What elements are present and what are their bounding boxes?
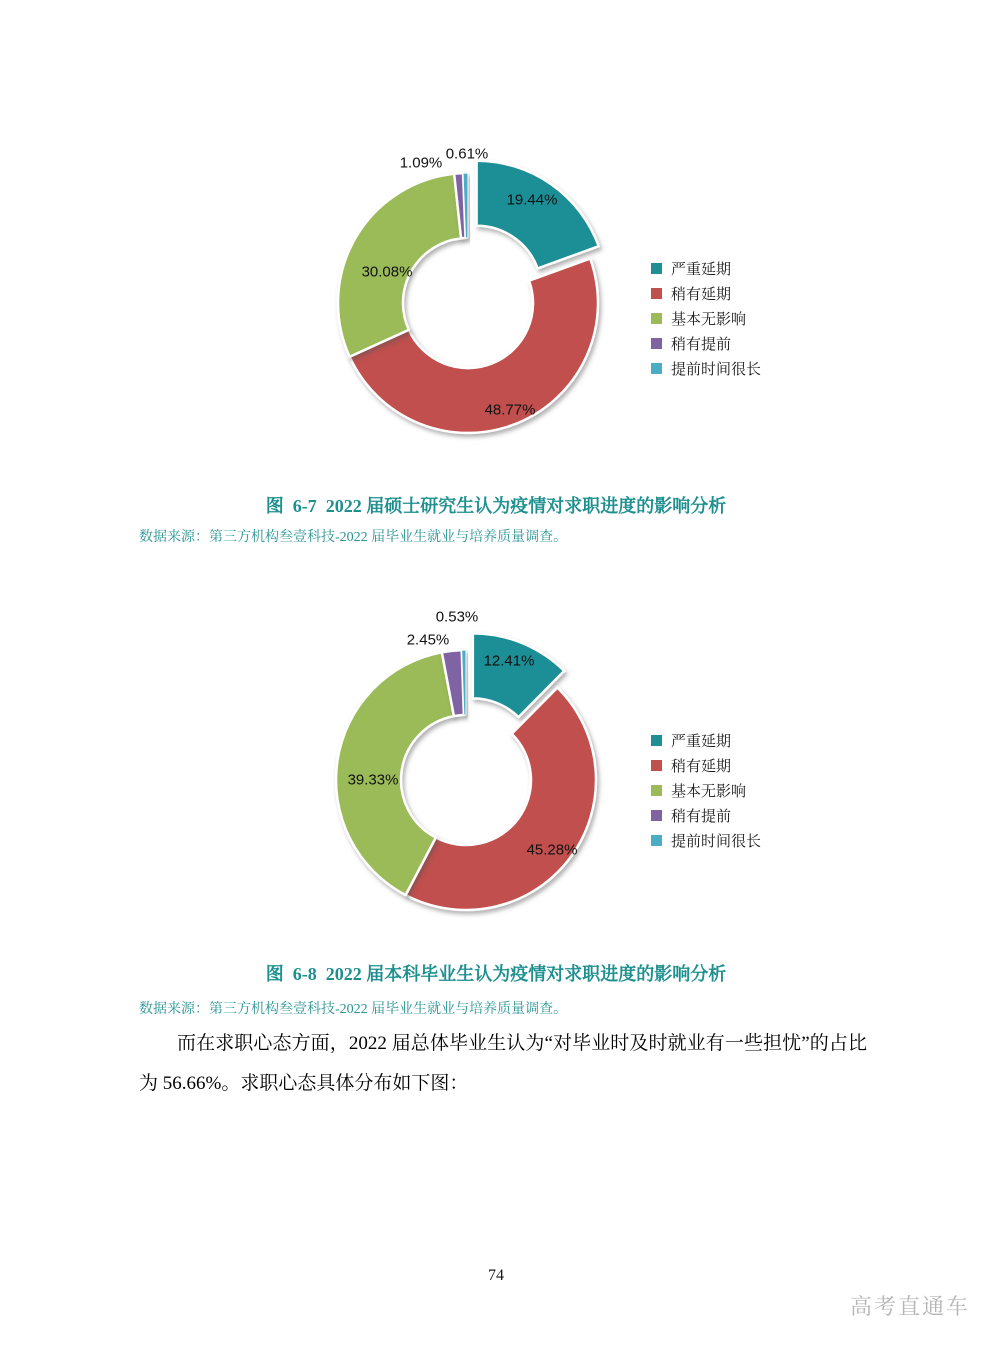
legend-item-label: 稍有延期: [671, 287, 732, 303]
legend-item: [651, 828, 761, 853]
legend-item: [651, 256, 761, 281]
legend-item-label: 提前时间很长: [671, 834, 762, 850]
legend-item: [651, 281, 761, 306]
legend-swatch-icon: [651, 835, 662, 846]
legend-swatch-icon: [651, 288, 662, 299]
legend-swatch-icon: [651, 785, 662, 796]
legend-item: [651, 753, 761, 778]
data-label: 0.61%: [445, 145, 489, 163]
data-label: 2.45%: [406, 631, 450, 649]
legend-item: [651, 331, 761, 356]
legend-item-label: 基本无影响: [671, 784, 747, 800]
data-label: 30.08%: [361, 263, 413, 281]
legend-item-label: 基本无影响: [671, 312, 747, 328]
data-label: 48.77%: [484, 401, 536, 419]
legend-swatch-icon: [651, 263, 662, 274]
data-label: 45.28%: [526, 841, 578, 859]
legend-item: [651, 728, 761, 753]
data-source-note-6-8: 数据来源：第三方机构叁壹科技-2022 届毕业生就业与培养质量调查。: [139, 1002, 568, 1017]
data-label: 12.41%: [483, 652, 535, 670]
legend-item: [651, 778, 761, 803]
figure-caption-6-8: 图 6-8 2022 届本科毕业生认为疫情对求职进度的影响分析: [265, 964, 727, 984]
legend-item-label: 严重延期: [671, 262, 732, 278]
legend-swatch-icon: [651, 338, 662, 349]
legend-swatch-icon: [651, 735, 662, 746]
legend-item-label: 稍有提前: [671, 337, 732, 353]
data-label: 39.33%: [347, 771, 399, 789]
legend-item: [651, 803, 761, 828]
data-label: 1.09%: [399, 154, 443, 172]
chart-legend-masters: [651, 256, 761, 381]
legend-item-label: 严重延期: [671, 734, 732, 750]
data-label: 19.44%: [506, 191, 558, 209]
legend-swatch-icon: [651, 313, 662, 324]
data-source-note-6-7: 数据来源：第三方机构叁壹科技-2022 届毕业生就业与培养质量调查。: [139, 530, 568, 545]
legend-item-label: 稍有提前: [671, 809, 732, 825]
chart-legend-undergrad: [651, 728, 761, 853]
figure-caption-6-7: 图 6-7 2022 届硕士研究生认为疫情对求职进度的影响分析: [265, 496, 727, 516]
legend-item-label: 提前时间很长: [671, 362, 762, 378]
donut-chart-undergrad: [315, 608, 625, 938]
pie-slice-0: [477, 161, 599, 269]
body-paragraph: 而在求职心态方面，2022 届总体毕业生认为“对毕业时及时就业有一些担忧”的占比为 56.66%。求职心态具体分布如下图：: [139, 1033, 867, 1094]
legend-swatch-icon: [651, 760, 662, 771]
legend-swatch-icon: [651, 363, 662, 374]
legend-item: [651, 306, 761, 331]
legend-item-label: 稍有延期: [671, 759, 732, 775]
legend-item: [651, 356, 761, 381]
page-number: 74: [488, 1267, 504, 1284]
donut-chart-masters: [315, 133, 625, 463]
legend-swatch-icon: [651, 810, 662, 821]
watermark: 高考直通车: [849, 1294, 970, 1319]
data-label: 0.53%: [435, 608, 479, 626]
